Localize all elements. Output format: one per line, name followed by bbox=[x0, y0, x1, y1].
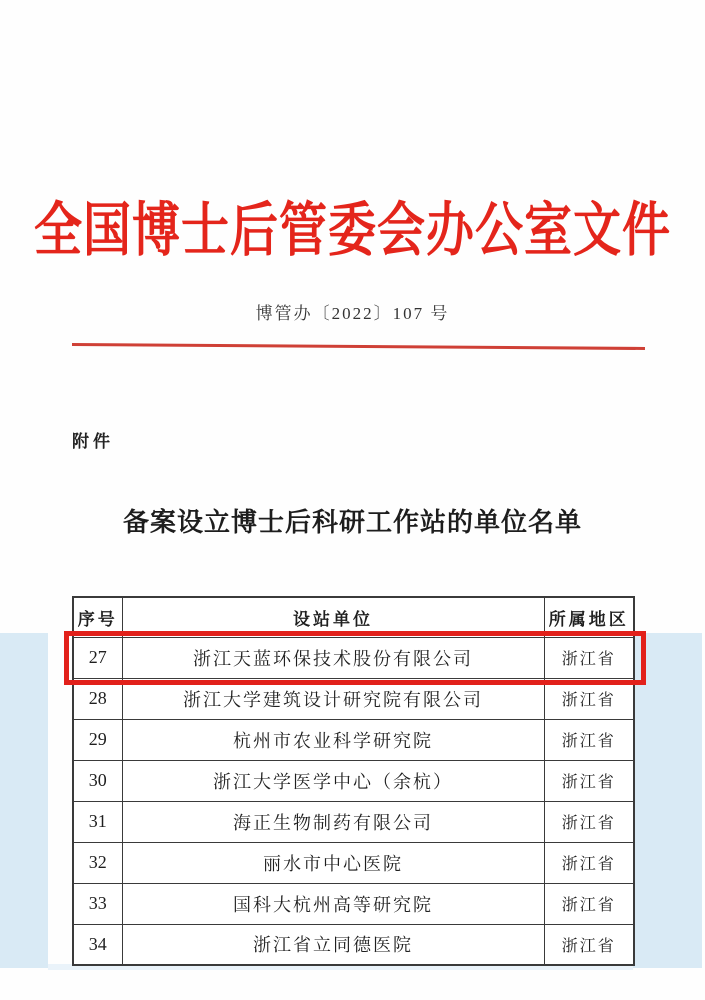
document-title: 全国博士后管委会办公室文件 bbox=[33, 198, 671, 264]
scan-highlight-band-right bbox=[633, 633, 702, 968]
row-serial-number: 29 bbox=[73, 719, 122, 760]
table-header-row bbox=[73, 597, 634, 637]
units-table bbox=[72, 596, 635, 966]
row-region: 浙江省 bbox=[544, 678, 634, 719]
scan-highlight-band-left bbox=[0, 633, 48, 968]
row-region: 浙江省 bbox=[544, 842, 634, 883]
row-unit-name: 浙江大学医学中心（余杭） bbox=[122, 760, 544, 801]
header-region: 所属地区 bbox=[544, 597, 634, 637]
row-unit-name: 浙江省立同德医院 bbox=[122, 924, 544, 965]
table-row bbox=[73, 719, 634, 760]
row-unit-name: 海正生物制药有限公司 bbox=[122, 801, 544, 842]
row-unit-name: 国科大杭州高等研究院 bbox=[122, 883, 544, 924]
row-unit-name: 浙江大学建筑设计研究院有限公司 bbox=[122, 678, 544, 719]
row-serial-number: 34 bbox=[73, 924, 122, 965]
header-unit-name: 设站单位 bbox=[122, 597, 544, 637]
table-row bbox=[73, 760, 634, 801]
row-unit-name: 丽水市中心医院 bbox=[122, 842, 544, 883]
row-serial-number: 31 bbox=[73, 801, 122, 842]
header-serial-number: 序号 bbox=[73, 597, 122, 637]
row-serial-number: 30 bbox=[73, 760, 122, 801]
table-row bbox=[73, 924, 634, 965]
row-region: 浙江省 bbox=[544, 883, 634, 924]
table-row bbox=[73, 801, 634, 842]
table-row bbox=[73, 637, 634, 678]
attachment-label: 附件 bbox=[72, 432, 114, 451]
row-region: 浙江省 bbox=[544, 719, 634, 760]
row-serial-number: 28 bbox=[73, 678, 122, 719]
row-region: 浙江省 bbox=[544, 760, 634, 801]
red-divider-line bbox=[72, 343, 645, 350]
row-unit-name: 杭州市农业科学研究院 bbox=[122, 719, 544, 760]
row-serial-number: 32 bbox=[73, 842, 122, 883]
row-region: 浙江省 bbox=[544, 637, 634, 678]
row-region: 浙江省 bbox=[544, 801, 634, 842]
row-serial-number: 27 bbox=[73, 637, 122, 678]
row-unit-name: 浙江天蓝环保技术股份有限公司 bbox=[122, 637, 544, 678]
row-region: 浙江省 bbox=[544, 924, 634, 965]
table-row bbox=[73, 883, 634, 924]
row-serial-number: 33 bbox=[73, 883, 122, 924]
table-title: 备案设立博士后科研工作站的单位名单 bbox=[122, 508, 582, 537]
table-row bbox=[73, 842, 634, 883]
document-number: 博管办〔2022〕107 号 bbox=[255, 304, 450, 323]
table-row bbox=[73, 678, 634, 719]
